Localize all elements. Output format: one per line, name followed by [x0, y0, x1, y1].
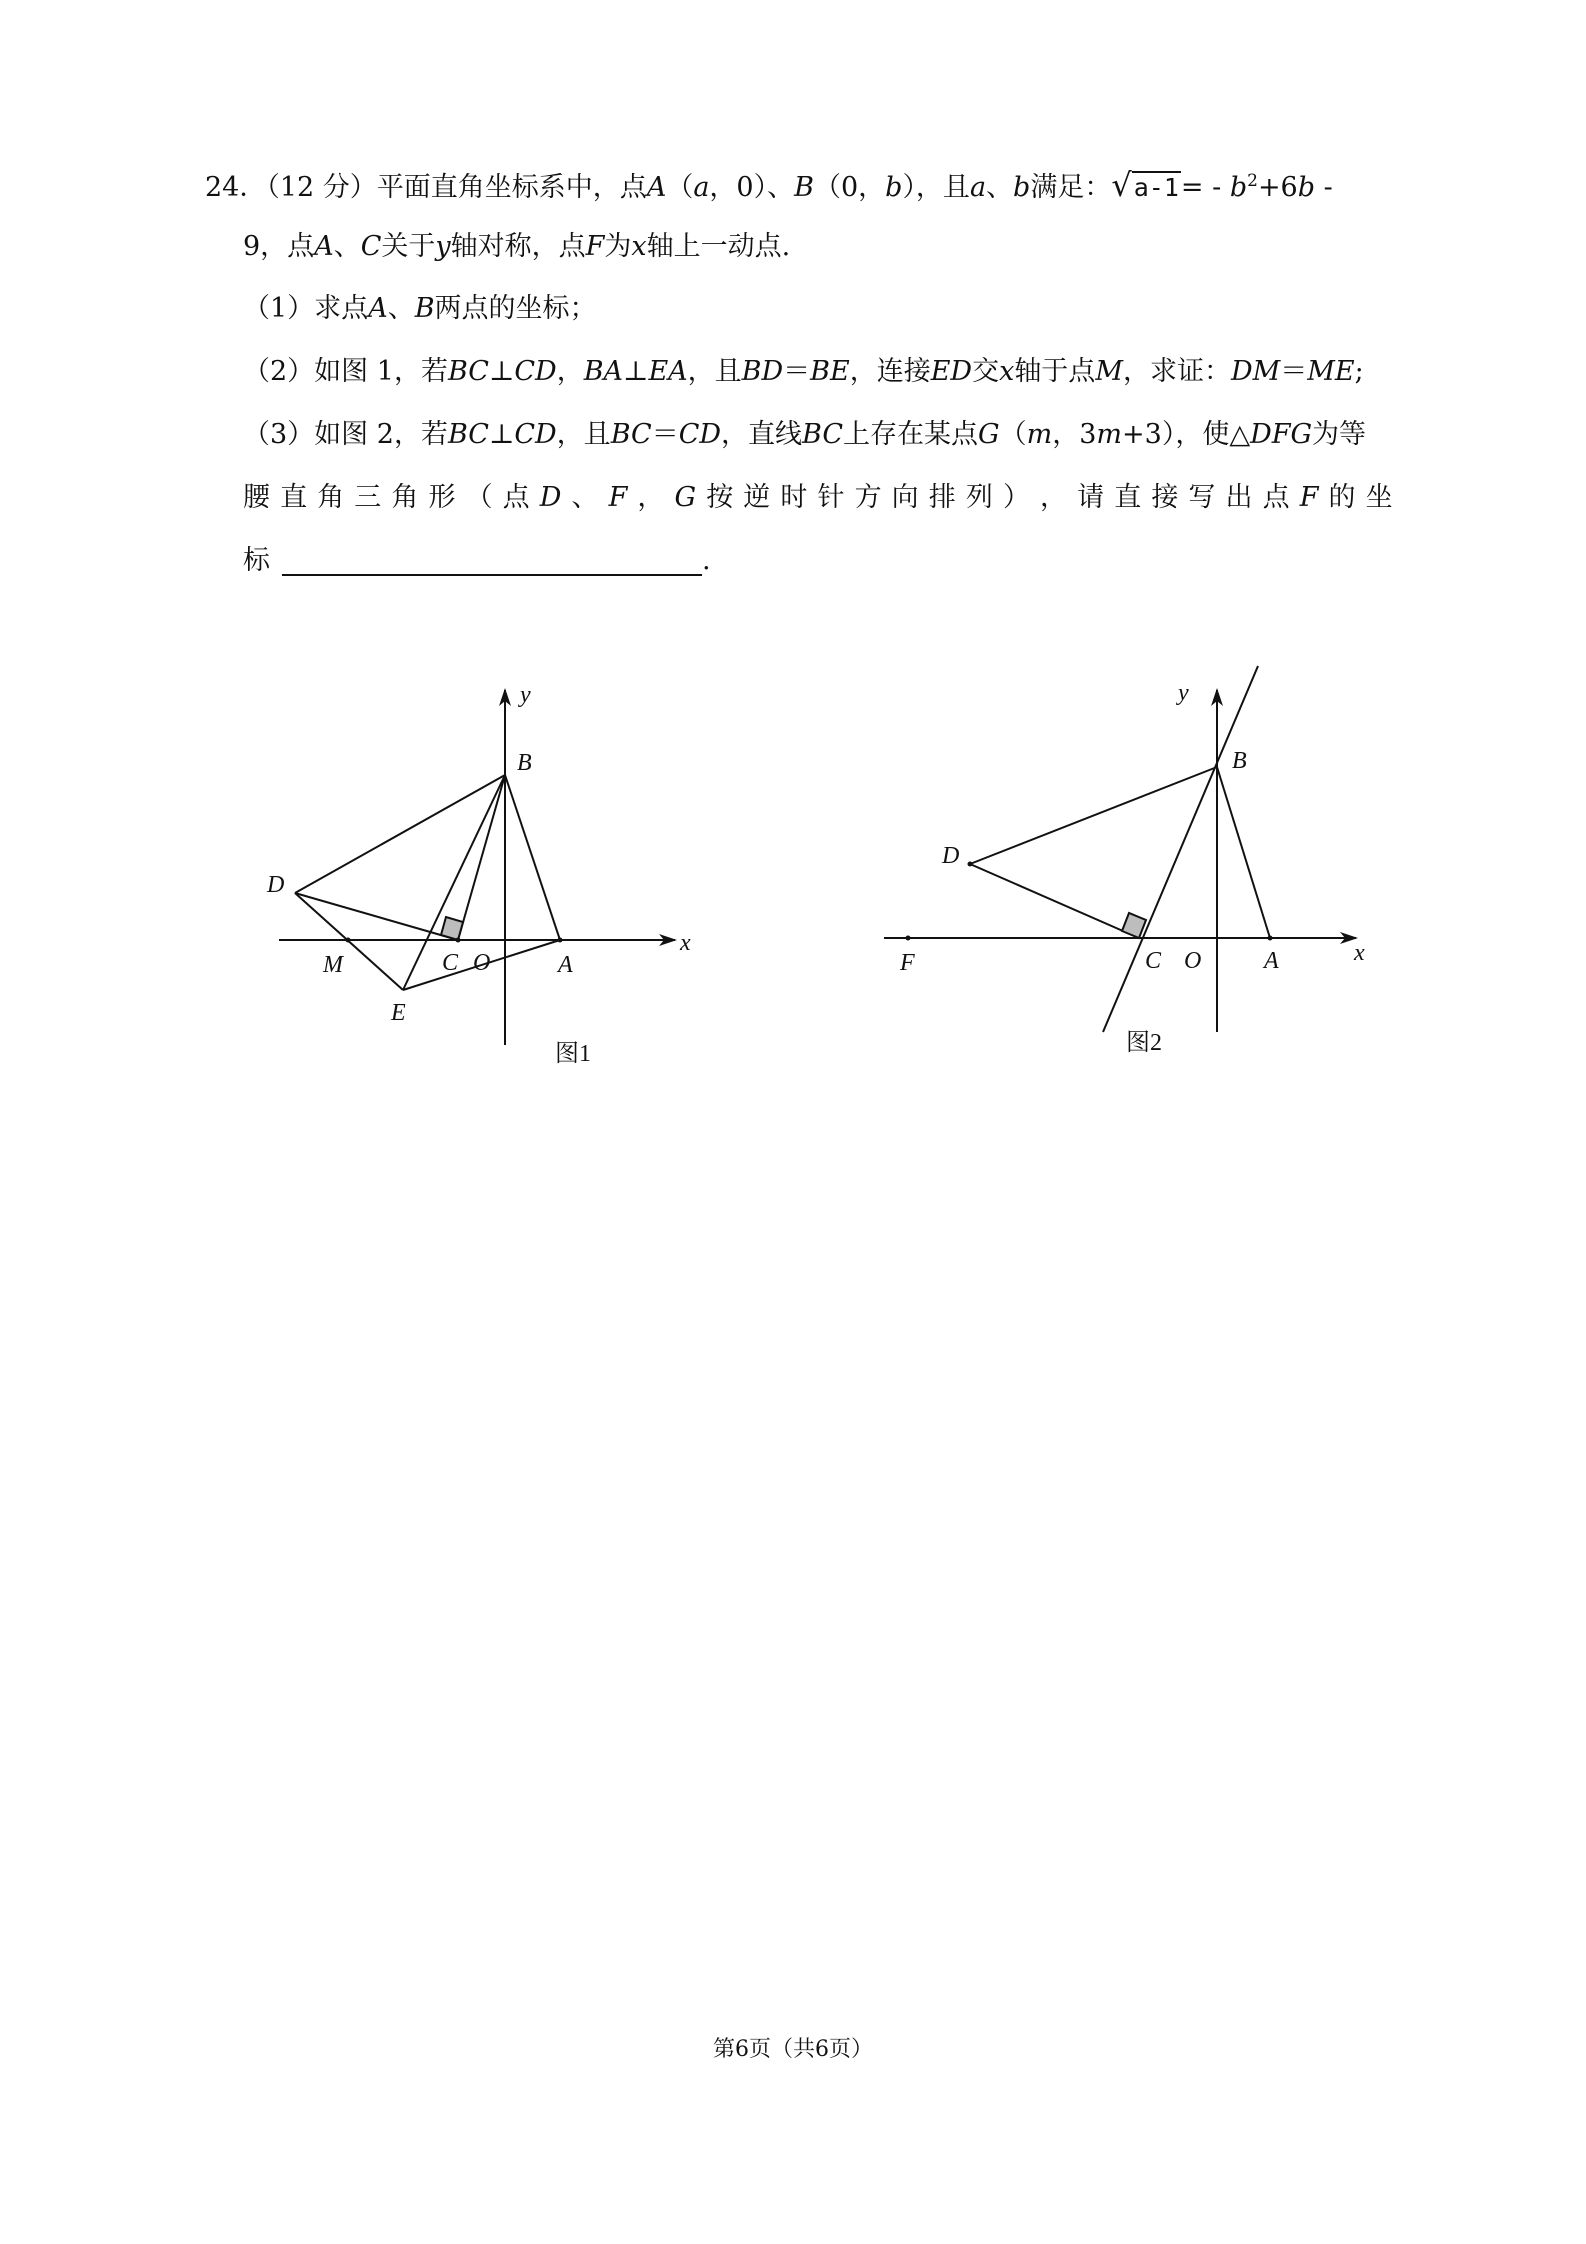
segment: ME [1307, 356, 1355, 387]
char: 角 [391, 482, 419, 513]
point-A [1268, 936, 1273, 941]
char: 逆 [743, 482, 771, 513]
sqrt-expression [1111, 167, 1181, 206]
text: ，求证： [1122, 356, 1231, 387]
label-x: x [1354, 940, 1365, 966]
triangle-name: DFG [1250, 419, 1313, 450]
var-G: G [978, 419, 1000, 450]
var-b: b [1013, 172, 1031, 203]
text: 轴对称，点 [450, 231, 586, 262]
exponent: 2 [1247, 171, 1258, 191]
var-A: A [646, 172, 667, 203]
text: ），且 [902, 172, 970, 203]
segment: BD [741, 356, 784, 387]
char: 直 [1114, 482, 1142, 513]
question-score: （12 分） [266, 172, 377, 203]
text: 、 [333, 231, 361, 262]
segment-BA [505, 775, 560, 940]
figure-1 [255, 680, 715, 1080]
char: 坐 [1365, 482, 1393, 513]
text: 满足： [1030, 172, 1112, 203]
segment-DC [295, 893, 458, 940]
char: 排 [928, 482, 956, 513]
var-C: C [360, 231, 382, 262]
text: ，3 [1052, 419, 1097, 450]
text: ， [556, 356, 584, 387]
part-2 [243, 354, 1364, 390]
char: 角 [317, 482, 345, 513]
text: （3）如图 2，若 [243, 419, 448, 450]
segment: CD [678, 419, 722, 450]
text: 平面直角坐标系中，点 [376, 172, 647, 203]
segment: CD [514, 356, 557, 387]
part-3-line-1 [243, 417, 1366, 453]
var-B: B [414, 293, 435, 324]
var-b: b [1297, 172, 1316, 203]
char: 时 [780, 482, 808, 513]
segment: BE [810, 356, 850, 387]
point-C [456, 938, 461, 943]
var-b: b [885, 172, 903, 203]
perp-symbol: ⊥ [623, 356, 649, 387]
char: 针 [817, 482, 845, 513]
char: 向 [891, 482, 919, 513]
segment-DB [295, 775, 505, 893]
text: +6 [1257, 172, 1298, 203]
text: +3），使△ [1122, 419, 1251, 450]
text: 、 [387, 293, 415, 324]
question-line-1 [205, 163, 1333, 206]
part-3-line-3 [243, 543, 711, 579]
var-M: M [1095, 356, 1123, 387]
text: 两点的坐标； [434, 293, 597, 324]
char: 点 [1262, 482, 1290, 513]
text: ＝ [651, 419, 679, 450]
char: 的 [1328, 482, 1356, 513]
label-y: y [1178, 680, 1189, 706]
label-C: C [1145, 948, 1162, 974]
text: 9，点 [243, 231, 315, 262]
char: 接 [1151, 482, 1179, 513]
label-D: D [942, 843, 960, 869]
text: 交 [972, 356, 1000, 387]
label-C: C [442, 950, 459, 976]
text: ，且 [556, 419, 611, 450]
right-angle-marker [1122, 913, 1146, 938]
char: 列 [965, 482, 993, 513]
point-D [968, 862, 973, 867]
char: ， [1040, 482, 1068, 513]
label-M: M [323, 952, 343, 978]
char: 按 [706, 482, 734, 513]
segment: CD [514, 419, 557, 450]
perp-symbol: ⊥ [488, 356, 515, 387]
label-O: O [473, 950, 491, 976]
text: 轴于点 [1014, 356, 1096, 387]
text: ; [1354, 356, 1364, 387]
char: （ [465, 482, 493, 513]
char: 写 [1188, 482, 1216, 513]
label-y: y [520, 682, 531, 708]
label-B: B [517, 750, 532, 776]
text: ，0）、 [709, 172, 795, 203]
label-A: A [1264, 948, 1279, 974]
char: 点 [502, 482, 530, 513]
text: 为 [604, 231, 632, 262]
figure-2 [870, 660, 1390, 1080]
text: （ [999, 419, 1027, 450]
text: （ [666, 172, 694, 203]
text: ，直线 [721, 419, 803, 450]
text: 轴上一动点. [646, 231, 791, 262]
perp-symbol: ⊥ [488, 419, 515, 450]
segment: ED [930, 356, 973, 387]
text: 为等 [1312, 419, 1367, 450]
var-y: y [435, 231, 451, 262]
label-x: x [680, 930, 691, 956]
char: D [539, 482, 562, 513]
char: 请 [1077, 482, 1105, 513]
char: 、 [571, 482, 599, 513]
char: F [608, 482, 628, 513]
sqrt-sign: √ [1111, 166, 1132, 204]
right-angle-marker [441, 917, 463, 940]
text: （1）求点 [243, 293, 369, 324]
char: 出 [1225, 482, 1253, 513]
part-3-line-2 [243, 480, 1393, 516]
char: 直 [280, 482, 308, 513]
var-m: m [1096, 419, 1123, 450]
var-x: x [999, 356, 1015, 387]
text: 、 [986, 172, 1014, 203]
text: . [702, 545, 711, 576]
page-footer: 第6页（共6页） [713, 2037, 873, 2062]
char: ） [1002, 482, 1030, 513]
question-line-2 [243, 229, 790, 265]
text: （2）如图 1，若 [243, 356, 448, 387]
char: F [1299, 482, 1319, 513]
answer-blank[interactable] [282, 548, 702, 576]
segment-DC [970, 864, 1139, 938]
var-a: a [969, 172, 987, 203]
char: G [674, 482, 697, 513]
var-m: m [1026, 419, 1053, 450]
char: 腰 [243, 482, 270, 513]
figure-2-caption: 图2 [1126, 1030, 1162, 1056]
label-O: O [1184, 948, 1202, 974]
segment: BC [447, 419, 489, 450]
char: 三 [354, 482, 382, 513]
var-b: b [1229, 172, 1248, 203]
var-B: B [794, 172, 814, 203]
point-F [906, 936, 911, 941]
label-F: F [900, 950, 915, 976]
segment: BC [610, 419, 652, 450]
segment: EA [648, 356, 688, 387]
point-M [346, 938, 351, 943]
segment: DM [1230, 356, 1281, 387]
text: ，且 [687, 356, 742, 387]
label-D: D [267, 872, 285, 898]
var-a: a [693, 172, 710, 203]
text: 上存在某点 [843, 419, 979, 450]
var-x: x [631, 231, 647, 262]
text: 关于 [381, 231, 436, 262]
text: （0， [813, 172, 886, 203]
part-1 [243, 291, 597, 327]
var-A: A [368, 293, 388, 324]
text: = - [1180, 172, 1230, 203]
label-B: B [1232, 748, 1247, 774]
segment: BA [583, 356, 624, 387]
segment: BC [447, 356, 489, 387]
char: 方 [854, 482, 882, 513]
segment: BC [802, 419, 844, 450]
text: 标 [243, 545, 270, 576]
question-number: 24． [205, 172, 267, 203]
radicand: a-1 [1133, 173, 1179, 202]
text: ＝ [783, 356, 811, 387]
text: ＝ [1280, 356, 1308, 387]
char: ， [637, 482, 665, 513]
segment-BA [1217, 767, 1270, 938]
label-E: E [391, 1000, 406, 1026]
point-A [558, 938, 563, 943]
figure-1-caption: 图1 [555, 1041, 591, 1067]
label-A: A [558, 952, 573, 978]
line-BC [1103, 666, 1258, 1032]
char: 形 [428, 482, 456, 513]
text: - [1315, 172, 1333, 203]
var-F: F [585, 231, 605, 262]
text: ，连接 [849, 356, 931, 387]
var-A: A [314, 231, 334, 262]
